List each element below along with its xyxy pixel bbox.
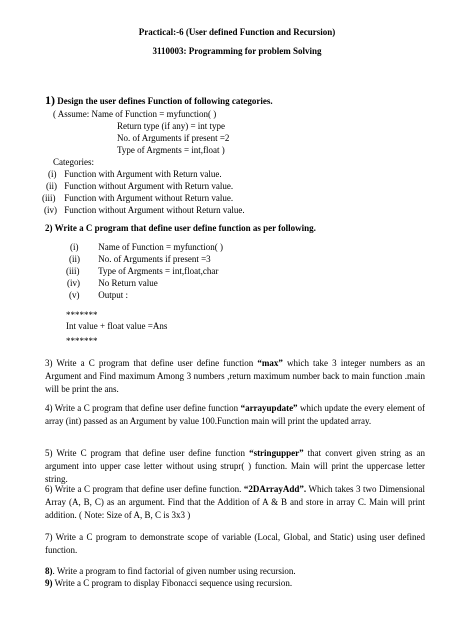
q4-text-post: which update the every element of array (int) passed as an Argument by value 100.Function main will print the updated array. (45, 403, 426, 426)
q2-item-text: No. of Arguments if present =3 (98, 254, 211, 264)
q2-stars-top: ******* (66, 310, 98, 320)
q2-item-number: (iii) (66, 266, 80, 276)
q5-text-post: that convert given string as an argument into upper case letter without using strupr( ) function. Main will print the uppercase letter string. (45, 448, 425, 484)
q3-paragraph (45, 357, 425, 396)
q4-paragraph (45, 402, 425, 428)
q1-number: 1) (45, 93, 55, 107)
page-title: Practical:-6 (User defined Function and Recursion) (138, 27, 336, 37)
q9-number: 9) (45, 578, 53, 588)
category-item (46, 180, 233, 192)
q2-item-number: (v) (69, 290, 80, 300)
q5-text-pre: 5) Write C program that define user define function (45, 448, 250, 458)
q2-item-text: Type of Argments = int,float,char (98, 266, 219, 276)
category-text: Function without Argument without Return value. (64, 205, 245, 215)
category-text: Function with Argument with Return value. (64, 169, 222, 179)
course-subtitle: 3110003: Programming for problem Solving (152, 46, 322, 56)
q2-heading: 2) Write a C program that define user define function as per following. (45, 223, 316, 233)
q6-paragraph (45, 483, 425, 522)
q3-text-pre: 3) Write a C program that define user define function (45, 358, 258, 368)
q2-item-number: (i) (70, 242, 79, 252)
q2-item-number: (iv) (67, 278, 80, 288)
q5-function-name: “stringupper” (249, 448, 304, 458)
q8-line (45, 565, 296, 577)
q5-paragraph (45, 447, 425, 486)
q9-text: Write a C program to display Fibonacci sequence using recursion. (52, 578, 293, 588)
category-number: (i) (48, 169, 57, 179)
q1-heading (45, 94, 273, 107)
q1-assume: ( Assume: Name of Function = myfunction( ) (53, 109, 217, 119)
q2-item (69, 289, 128, 301)
q2-item (67, 277, 158, 289)
q1-return-type: Return type (if any) = int type (117, 121, 226, 131)
q1-num-args: No. of Arguments if present =2 (117, 133, 230, 143)
q1-type-args: Type of Argments = int,float ) (117, 145, 225, 155)
category-item (42, 192, 233, 204)
q8-text: . Write a program to find factorial of given number using recursion. (52, 566, 296, 576)
category-number: (ii) (46, 181, 57, 191)
q4-text-pre: 4) Write a C program that define user define function (45, 403, 241, 413)
category-item (44, 204, 245, 216)
q6-function-name: “2DArrayAdd”. (243, 484, 307, 494)
q3-function-name: “max” (257, 358, 283, 368)
q2-item-text: Name of Function = myfunction( ) (98, 242, 224, 252)
q2-stars-bottom: ******* (66, 336, 98, 346)
q2-output-line: Int value + float value =Ans (66, 321, 168, 331)
q6-text-pre: 6) Write a C program that define user define function. (45, 484, 244, 494)
q2-item (66, 265, 218, 277)
q8-number: 8) (45, 566, 53, 576)
q1-categories-label: Categories: (53, 157, 94, 167)
q2-item (70, 241, 223, 253)
q4-function-name: “arrayupdate” (240, 403, 298, 413)
category-number: (iii) (42, 193, 56, 203)
q3-text-post: which take 3 integer numbers as an Argument and Find maximum Among 3 numbers ,return maximum number back to main function .main will be print the ans. (45, 358, 426, 394)
category-number: (iv) (44, 205, 57, 215)
q9-line (45, 577, 292, 589)
q6-text-post: Which takes 3 two Dimensional Array (A, B, C) as an argument. Find that the Addition of A & B and store in array C. Main will print addition. ( Note: Size of A, B, C is 3x3 ) (45, 484, 426, 520)
q2-item-text: Output : (98, 290, 129, 300)
q1-text: Design the user defines Function of following categories. (57, 96, 273, 106)
q2-item-text: No Return value (98, 278, 158, 288)
category-text: Function with Argument without Return value. (64, 193, 234, 203)
q2-item (69, 253, 211, 265)
q2-item-number: (ii) (69, 254, 80, 264)
q7-paragraph: 7) Write a C program to demonstrate scope of variable (Local, Global, and Static) using user defined function. (45, 532, 425, 555)
category-item (48, 168, 222, 180)
category-text: Function without Argument with Return value. (64, 181, 234, 191)
